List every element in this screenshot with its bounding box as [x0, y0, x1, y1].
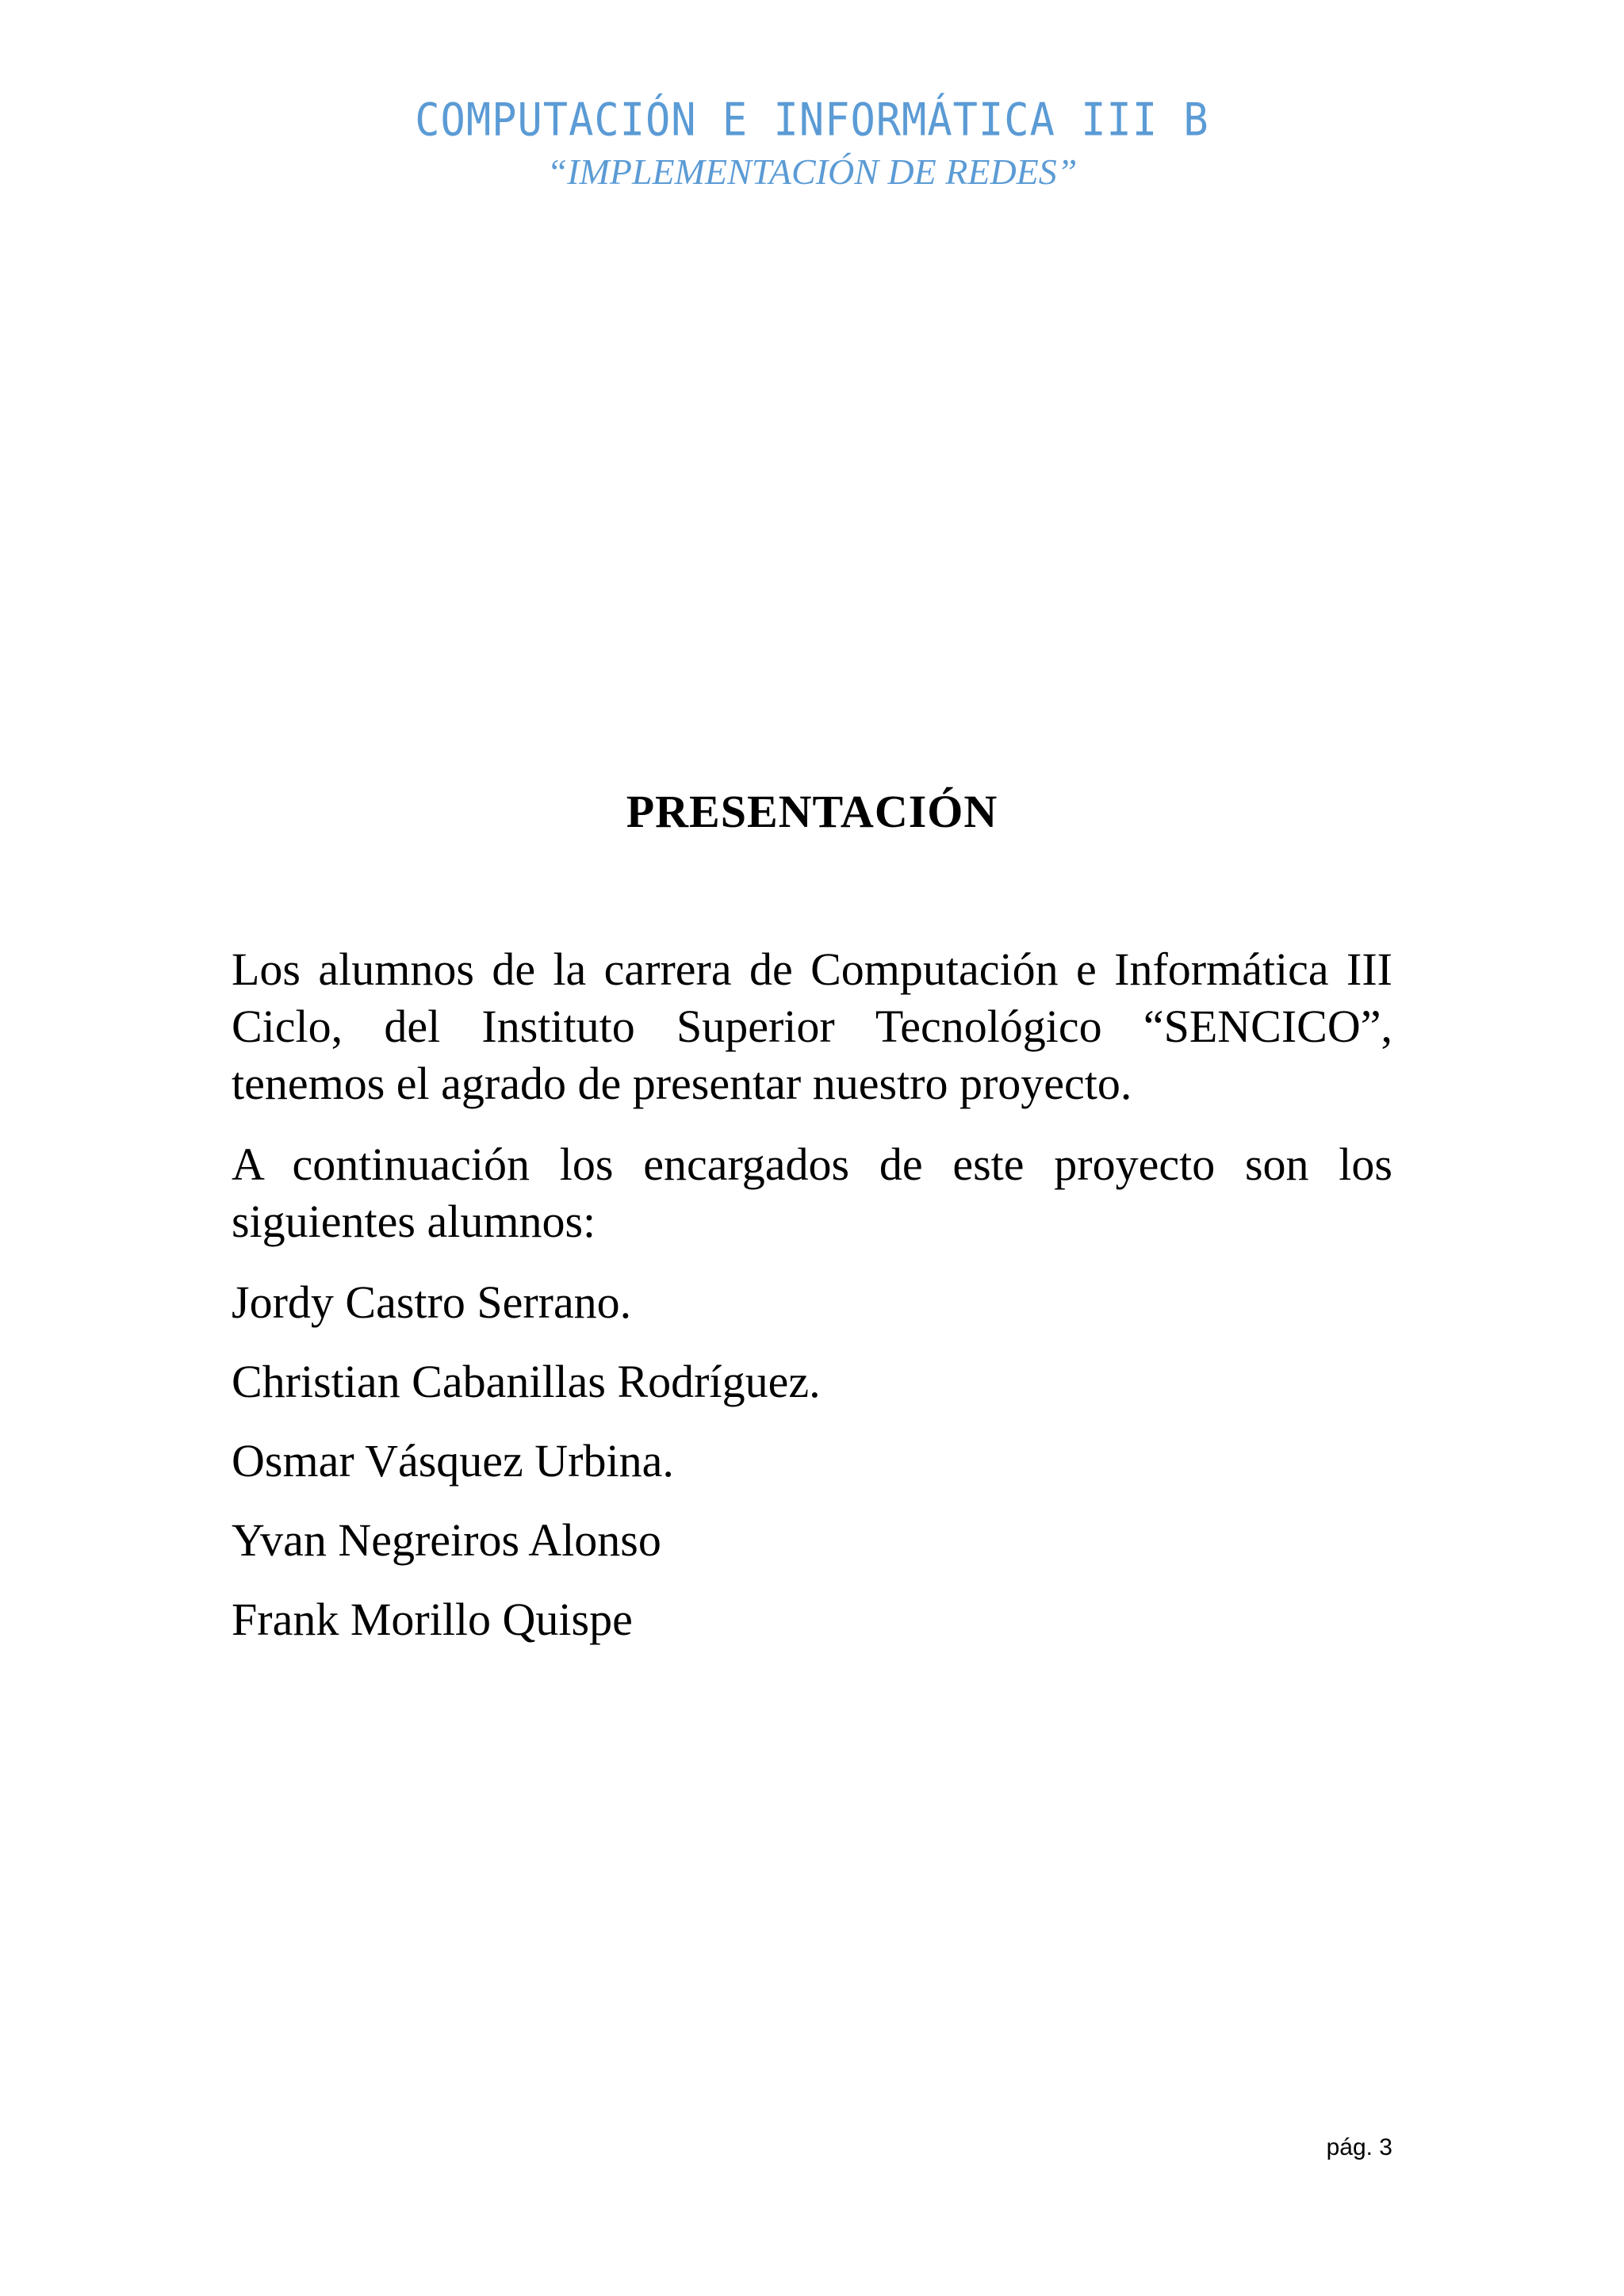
students-intro-paragraph: A continuación los encargados de este proyecto son los siguientes alumnos:	[232, 1138, 1392, 1247]
list-item: Jordy Castro Serrano.	[232, 1276, 632, 1328]
header-course-title: COMPUTACIÓN E INFORMÁTICA III B	[415, 94, 1209, 147]
header-project-title: “IMPLEMENTACIÓN DE REDES”	[546, 151, 1078, 192]
list-item: Yvan Negreiros Alonso	[232, 1514, 661, 1566]
student-list	[232, 1274, 1392, 1648]
list-item: Osmar Vásquez Urbina.	[232, 1435, 674, 1487]
list-item: Christian Cabanillas Rodríguez.	[232, 1356, 821, 1407]
intro-paragraph: Los alumnos de la carrera de Computación e Informática III Ciclo, del Instituto Superior Tecnológico “SENCICO”, tenemos el agrado de presentar nuestro proyecto.	[232, 943, 1392, 1109]
section-title: PRESENTACIÓN	[626, 786, 998, 837]
page-number: pág. 3	[1326, 2134, 1392, 2160]
list-item: Frank Morillo Quispe	[232, 1594, 633, 1645]
document-body	[232, 785, 1392, 1670]
page-header	[0, 95, 1624, 193]
